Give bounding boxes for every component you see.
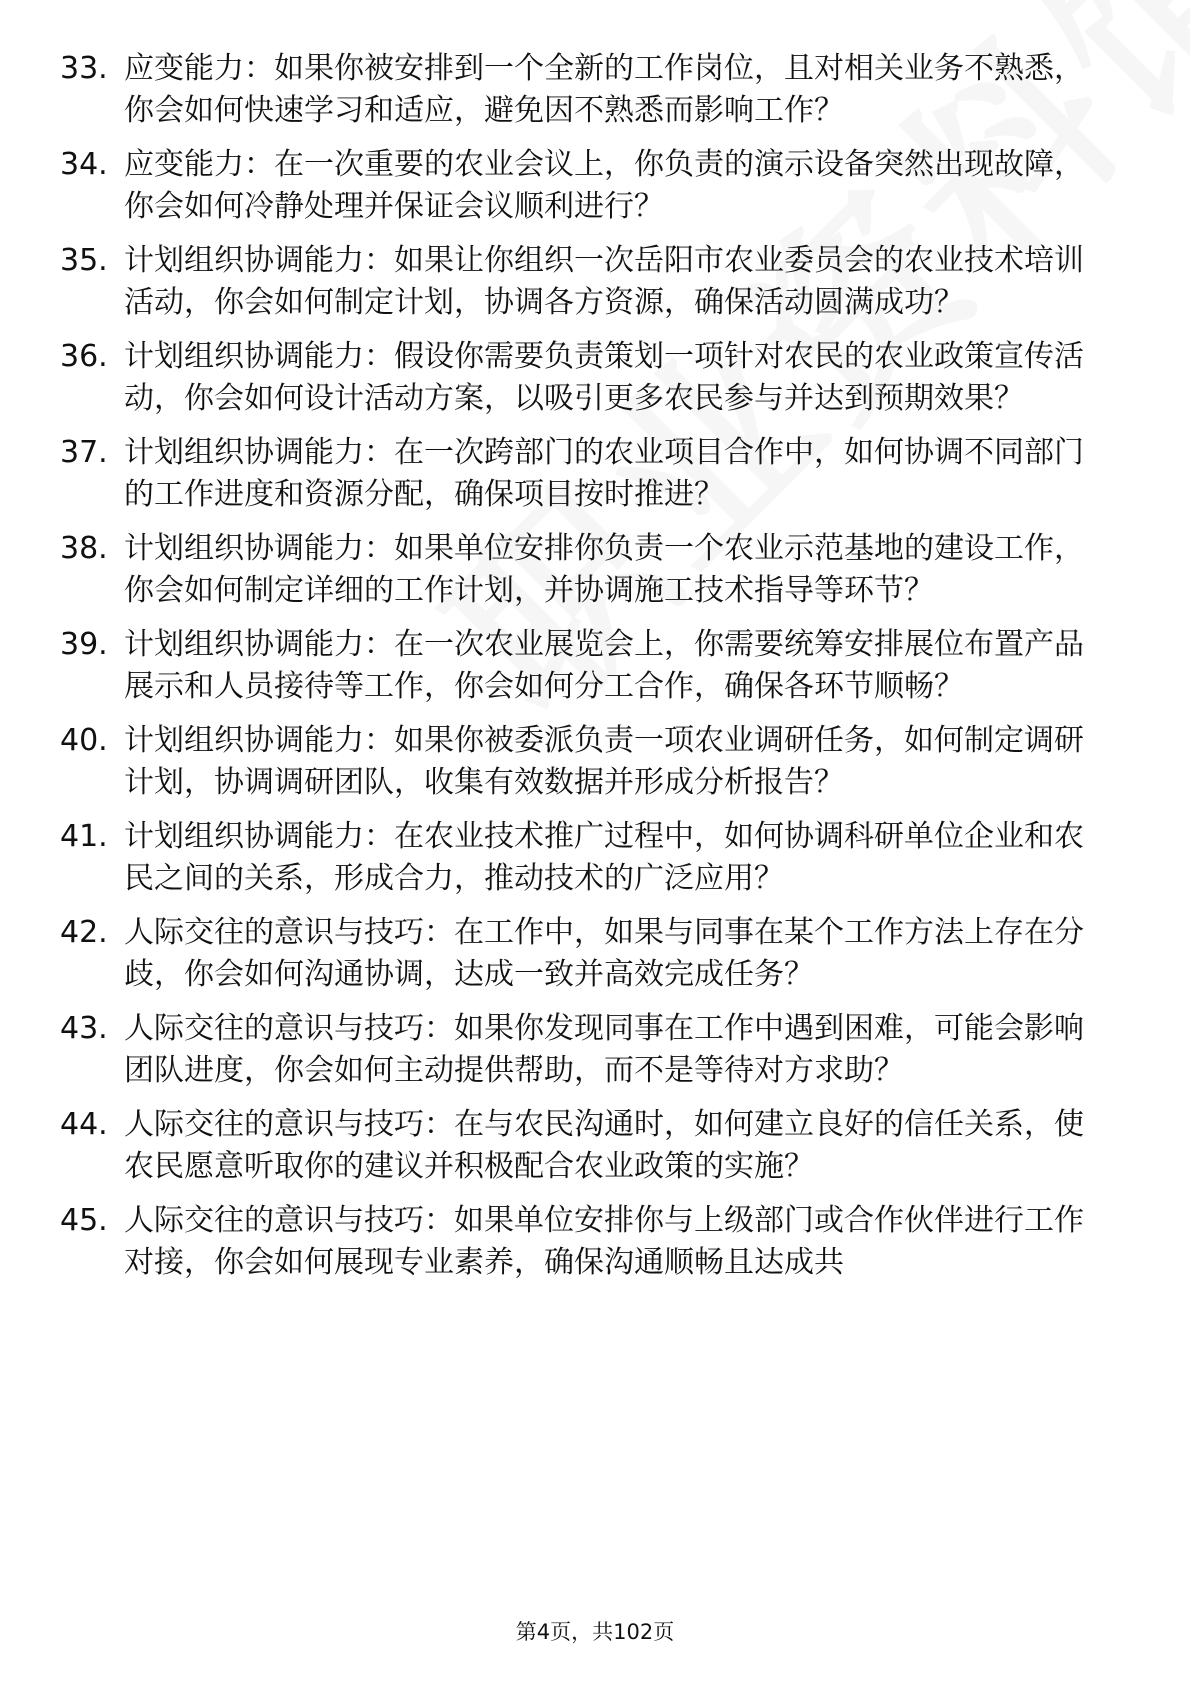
question-item: [60, 912, 1110, 996]
question-text: 计划组织协调能力：在农业技术推广过程中，如何协调科研单位企业和农民之间的关系，形成合力，推动技术的广泛应用？: [124, 819, 1084, 896]
question-text: 计划组织协调能力：假设你需要负责策划一项针对农民的农业政策宣传活动，你会如何设计活动方案，以吸引更多农民参与并达到预期效果？: [124, 339, 1084, 416]
question-text: 人际交往的意识与技巧：在与农民沟通时，如何建立良好的信任关系，使农民愿意听取你的建议并积极配合农业政策的实施？: [124, 1107, 1084, 1184]
question-text: 计划组织协调能力：在一次跨部门的农业项目合作中，如何协调不同部门的工作进度和资源分配，确保项目按时推进？: [124, 435, 1084, 512]
question-number: 33.: [60, 51, 108, 86]
question-item: [60, 528, 1110, 612]
question-item: [60, 48, 1110, 132]
question-number: 43.: [60, 1011, 108, 1046]
question-number: 45.: [60, 1203, 108, 1238]
question-item: [60, 432, 1110, 516]
question-number: 38.: [60, 531, 108, 566]
question-item: [60, 1200, 1110, 1284]
question-item: [60, 336, 1110, 420]
question-text: 应变能力：在一次重要的农业会议上，你负责的演示设备突然出现故障，你会如何冷静处理并保证会议顺利进行？: [124, 147, 1084, 224]
question-text: 人际交往的意识与技巧：在工作中，如果与同事在某个工作方法上存在分歧，你会如何沟通协调，达成一致并高效完成任务？: [124, 915, 1084, 992]
question-number: 35.: [60, 243, 108, 278]
question-text: 计划组织协调能力：如果你被委派负责一项农业调研任务，如何制定调研计划，协调调研团队，收集有效数据并形成分析报告？: [124, 723, 1084, 800]
question-number: 36.: [60, 339, 108, 374]
question-item: [60, 240, 1110, 324]
question-item: [60, 1104, 1110, 1188]
question-text: 应变能力：如果你被安排到一个全新的工作岗位，且对相关业务不熟悉，你会如何快速学习和适应，避免因不熟悉而影响工作？: [124, 51, 1084, 128]
question-number: 42.: [60, 915, 108, 950]
question-number: 39.: [60, 627, 108, 662]
question-item: [60, 1008, 1110, 1092]
question-item: [60, 816, 1110, 900]
question-list: [60, 48, 1110, 1296]
question-text: 人际交往的意识与技巧：如果你发现同事在工作中遇到困难，可能会影响团队进度，你会如何主动提供帮助，而不是等待对方求助？: [124, 1011, 1084, 1088]
question-number: 44.: [60, 1107, 108, 1142]
question-number: 37.: [60, 435, 108, 470]
question-text: 计划组织协调能力：如果单位安排你负责一个农业示范基地的建设工作，你会如何制定详细的工作计划，并协调施工技术指导等环节？: [124, 531, 1084, 608]
question-item: [60, 624, 1110, 708]
question-number: 40.: [60, 723, 108, 758]
page-footer: 第4页，共102页: [515, 1620, 675, 1644]
question-text: 计划组织协调能力：在一次农业展览会上，你需要统筹安排展位布置产品展示和人员接待等工作，你会如何分工合作，确保各环节顺畅？: [124, 627, 1084, 704]
question-text: 人际交往的意识与技巧：如果单位安排你与上级部门或合作伙伴进行工作对接，你会如何展现专业素养，确保沟通顺畅且达成共: [124, 1203, 1084, 1280]
question-number: 34.: [60, 147, 108, 182]
question-item: [60, 720, 1110, 804]
question-number: 41.: [60, 819, 108, 854]
question-text: 计划组织协调能力：如果让你组织一次岳阳市农业委员会的农业技术培训活动，你会如何制定计划，协调各方资源，确保活动圆满成功？: [124, 243, 1084, 320]
question-item: [60, 144, 1110, 228]
